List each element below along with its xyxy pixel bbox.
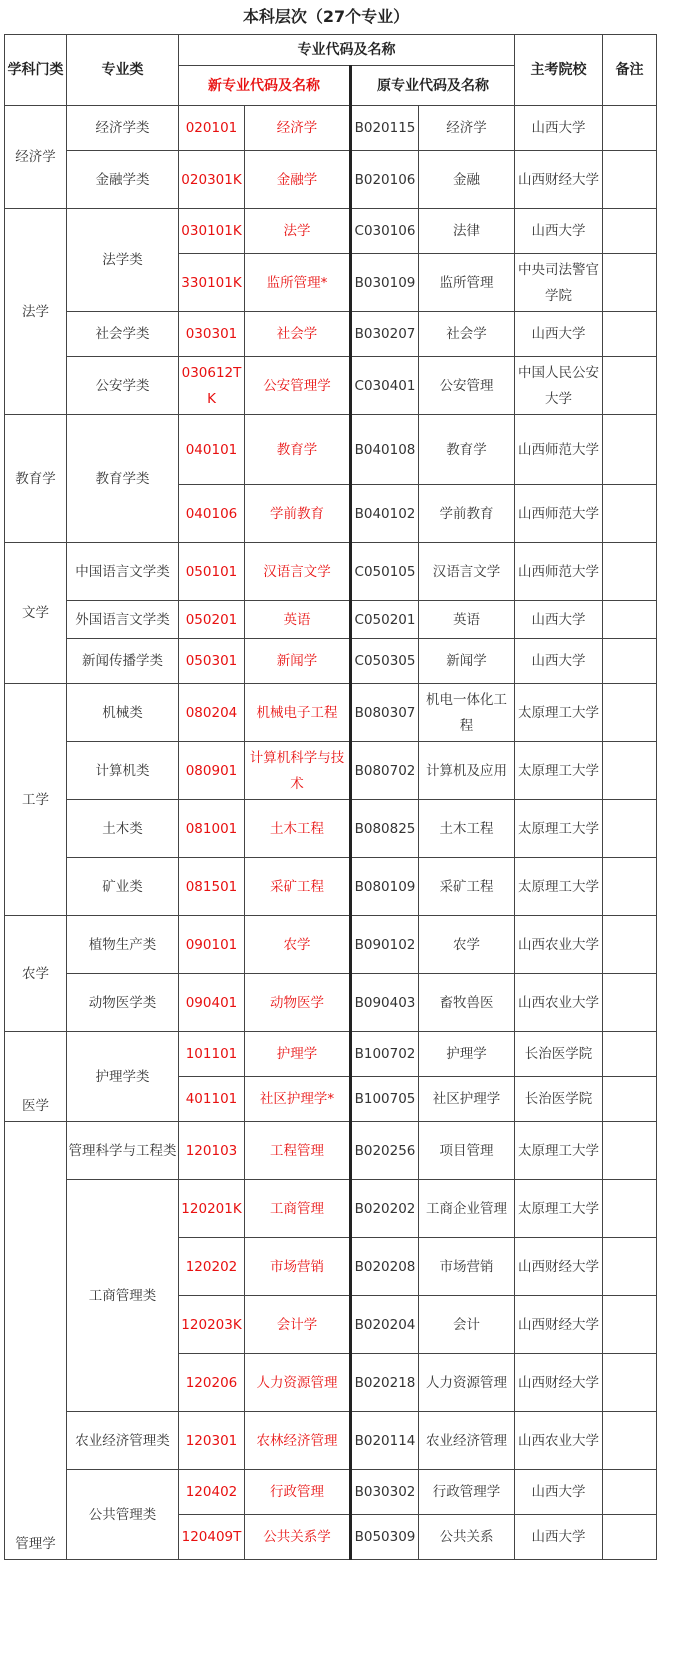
category-cell: 经济学 bbox=[5, 106, 67, 209]
new-name-cell: 监所管理* bbox=[245, 254, 351, 312]
old-code-cell: B080825 bbox=[351, 800, 419, 858]
new-name-cell: 工商管理 bbox=[245, 1180, 351, 1238]
class-cell: 护理学类 bbox=[67, 1032, 179, 1122]
note-cell bbox=[603, 1077, 657, 1122]
school-cell: 太原理工大学 bbox=[515, 800, 603, 858]
table-row bbox=[5, 916, 657, 974]
old-name-cell: 土木工程 bbox=[419, 800, 515, 858]
old-code-cell: B030302 bbox=[351, 1470, 419, 1515]
old-code-cell: B020256 bbox=[351, 1122, 419, 1180]
old-name-cell: 采矿工程 bbox=[419, 858, 515, 916]
header-school: 主考院校 bbox=[515, 35, 603, 106]
new-name-cell: 社会学 bbox=[245, 312, 351, 357]
note-cell bbox=[603, 601, 657, 639]
table-row bbox=[5, 858, 657, 916]
note-cell bbox=[603, 916, 657, 974]
new-name-cell: 学前教育 bbox=[245, 485, 351, 543]
note-cell bbox=[603, 415, 657, 485]
old-name-cell: 计算机及应用 bbox=[419, 742, 515, 800]
old-name-cell: 会计 bbox=[419, 1296, 515, 1354]
old-name-cell: 公安管理 bbox=[419, 357, 515, 415]
school-cell: 山西财经大学 bbox=[515, 151, 603, 209]
class-cell: 机械类 bbox=[67, 684, 179, 742]
new-name-cell: 经济学 bbox=[245, 106, 351, 151]
new-code-cell: 120103 bbox=[179, 1122, 245, 1180]
note-cell bbox=[603, 684, 657, 742]
note-cell bbox=[603, 106, 657, 151]
note-cell bbox=[603, 1354, 657, 1412]
new-code-cell: 040101 bbox=[179, 415, 245, 485]
school-cell: 山西大学 bbox=[515, 639, 603, 684]
old-code-cell: B040108 bbox=[351, 415, 419, 485]
note-cell bbox=[603, 151, 657, 209]
header-old: 原专业代码及名称 bbox=[351, 66, 515, 106]
category-cell: 工学 bbox=[5, 684, 67, 916]
new-name-cell: 计算机科学与技术 bbox=[245, 742, 351, 800]
old-code-cell: B090102 bbox=[351, 916, 419, 974]
header-class: 专业类 bbox=[67, 35, 179, 106]
old-name-cell: 农业经济管理 bbox=[419, 1412, 515, 1470]
school-cell: 山西师范大学 bbox=[515, 415, 603, 485]
new-name-cell: 工程管理 bbox=[245, 1122, 351, 1180]
old-code-cell: B080109 bbox=[351, 858, 419, 916]
new-code-cell: 120301 bbox=[179, 1412, 245, 1470]
category-cell: 教育学 bbox=[5, 415, 67, 543]
table-row bbox=[5, 415, 657, 485]
note-cell bbox=[603, 485, 657, 543]
old-code-cell: B020204 bbox=[351, 1296, 419, 1354]
old-name-cell: 公共关系 bbox=[419, 1515, 515, 1560]
table-row bbox=[5, 543, 657, 601]
table-row bbox=[5, 1180, 657, 1238]
class-cell: 经济学类 bbox=[67, 106, 179, 151]
old-code-cell: B100705 bbox=[351, 1077, 419, 1122]
note-cell bbox=[603, 312, 657, 357]
school-cell: 山西师范大学 bbox=[515, 485, 603, 543]
new-code-cell: 120402 bbox=[179, 1470, 245, 1515]
note-cell bbox=[603, 1032, 657, 1077]
note-cell bbox=[603, 1238, 657, 1296]
class-cell: 金融学类 bbox=[67, 151, 179, 209]
old-code-cell: B020208 bbox=[351, 1238, 419, 1296]
new-code-cell: 030612TK bbox=[179, 357, 245, 415]
old-name-cell: 汉语言文学 bbox=[419, 543, 515, 601]
old-name-cell: 金融 bbox=[419, 151, 515, 209]
old-code-cell: C030106 bbox=[351, 209, 419, 254]
school-cell: 山西农业大学 bbox=[515, 974, 603, 1032]
school-cell: 太原理工大学 bbox=[515, 742, 603, 800]
old-name-cell: 社会学 bbox=[419, 312, 515, 357]
new-name-cell: 新闻学 bbox=[245, 639, 351, 684]
new-name-cell: 会计学 bbox=[245, 1296, 351, 1354]
new-code-cell: 120201K bbox=[179, 1180, 245, 1238]
class-cell: 公安学类 bbox=[67, 357, 179, 415]
school-cell: 山西大学 bbox=[515, 1515, 603, 1560]
old-code-cell: B030109 bbox=[351, 254, 419, 312]
old-code-cell: B050309 bbox=[351, 1515, 419, 1560]
note-cell bbox=[603, 1180, 657, 1238]
old-name-cell: 新闻学 bbox=[419, 639, 515, 684]
majors-table bbox=[4, 34, 657, 1560]
school-cell: 长治医学院 bbox=[515, 1032, 603, 1077]
old-code-cell: B100702 bbox=[351, 1032, 419, 1077]
note-cell bbox=[603, 543, 657, 601]
class-cell: 计算机类 bbox=[67, 742, 179, 800]
new-code-cell: 120206 bbox=[179, 1354, 245, 1412]
table-row bbox=[5, 209, 657, 254]
school-cell: 太原理工大学 bbox=[515, 1180, 603, 1238]
new-code-cell: 120409T bbox=[179, 1515, 245, 1560]
new-code-cell: 080204 bbox=[179, 684, 245, 742]
note-cell bbox=[603, 800, 657, 858]
class-cell: 中国语言文学类 bbox=[67, 543, 179, 601]
class-cell: 动物医学类 bbox=[67, 974, 179, 1032]
old-name-cell: 法律 bbox=[419, 209, 515, 254]
new-code-cell: 081501 bbox=[179, 858, 245, 916]
old-name-cell: 英语 bbox=[419, 601, 515, 639]
old-name-cell: 监所管理 bbox=[419, 254, 515, 312]
class-cell: 矿业类 bbox=[67, 858, 179, 916]
school-cell: 山西大学 bbox=[515, 1470, 603, 1515]
old-name-cell: 行政管理学 bbox=[419, 1470, 515, 1515]
new-name-cell: 公安管理学 bbox=[245, 357, 351, 415]
note-cell bbox=[603, 1122, 657, 1180]
table-row bbox=[5, 1470, 657, 1515]
old-code-cell: C050201 bbox=[351, 601, 419, 639]
school-cell: 山西财经大学 bbox=[515, 1296, 603, 1354]
new-name-cell: 农林经济管理 bbox=[245, 1412, 351, 1470]
table-row bbox=[5, 357, 657, 415]
old-name-cell: 机电一体化工程 bbox=[419, 684, 515, 742]
school-cell: 中国人民公安大学 bbox=[515, 357, 603, 415]
new-name-cell: 汉语言文学 bbox=[245, 543, 351, 601]
new-name-cell: 英语 bbox=[245, 601, 351, 639]
class-cell: 土木类 bbox=[67, 800, 179, 858]
table-row bbox=[5, 601, 657, 639]
old-name-cell: 经济学 bbox=[419, 106, 515, 151]
class-cell: 农业经济管理类 bbox=[67, 1412, 179, 1470]
note-cell bbox=[603, 1296, 657, 1354]
old-code-cell: B020202 bbox=[351, 1180, 419, 1238]
old-code-cell: B020218 bbox=[351, 1354, 419, 1412]
class-cell: 教育学类 bbox=[67, 415, 179, 543]
school-cell: 山西大学 bbox=[515, 312, 603, 357]
old-name-cell: 教育学 bbox=[419, 415, 515, 485]
note-cell bbox=[603, 209, 657, 254]
new-code-cell: 050201 bbox=[179, 601, 245, 639]
new-name-cell: 金融学 bbox=[245, 151, 351, 209]
old-name-cell: 农学 bbox=[419, 916, 515, 974]
header-category: 学科门类 bbox=[5, 35, 67, 106]
school-cell: 山西财经大学 bbox=[515, 1238, 603, 1296]
old-code-cell: B080307 bbox=[351, 684, 419, 742]
school-cell: 山西大学 bbox=[515, 106, 603, 151]
table-row bbox=[5, 151, 657, 209]
table-row bbox=[5, 106, 657, 151]
old-name-cell: 工商企业管理 bbox=[419, 1180, 515, 1238]
old-code-cell: B020114 bbox=[351, 1412, 419, 1470]
new-code-cell: 090401 bbox=[179, 974, 245, 1032]
category-cell: 法学 bbox=[5, 209, 67, 415]
note-cell bbox=[603, 974, 657, 1032]
school-cell: 山西大学 bbox=[515, 601, 603, 639]
new-code-cell: 101101 bbox=[179, 1032, 245, 1077]
header-code-group: 专业代码及名称 bbox=[179, 35, 515, 66]
new-name-cell: 教育学 bbox=[245, 415, 351, 485]
new-code-cell: 120203K bbox=[179, 1296, 245, 1354]
school-cell: 山西农业大学 bbox=[515, 1412, 603, 1470]
table-row bbox=[5, 684, 657, 742]
category-cell: 农学 bbox=[5, 916, 67, 1032]
new-code-cell: 401101 bbox=[179, 1077, 245, 1122]
old-code-cell: C050305 bbox=[351, 639, 419, 684]
school-cell: 中央司法警官学院 bbox=[515, 254, 603, 312]
category-cell: 医学 bbox=[5, 1032, 67, 1122]
new-name-cell: 法学 bbox=[245, 209, 351, 254]
table-row bbox=[5, 639, 657, 684]
class-cell: 外国语言文学类 bbox=[67, 601, 179, 639]
new-code-cell: 330101K bbox=[179, 254, 245, 312]
class-cell: 新闻传播学类 bbox=[67, 639, 179, 684]
old-name-cell: 项目管理 bbox=[419, 1122, 515, 1180]
header-note: 备注 bbox=[603, 35, 657, 106]
table-body bbox=[5, 106, 657, 1560]
school-cell: 山西农业大学 bbox=[515, 916, 603, 974]
new-name-cell: 采矿工程 bbox=[245, 858, 351, 916]
category-cell: 管理学 bbox=[5, 1122, 67, 1560]
class-cell: 管理科学与工程类 bbox=[67, 1122, 179, 1180]
class-cell: 工商管理类 bbox=[67, 1180, 179, 1412]
note-cell bbox=[603, 1515, 657, 1560]
new-name-cell: 人力资源管理 bbox=[245, 1354, 351, 1412]
old-code-cell: B020106 bbox=[351, 151, 419, 209]
old-name-cell: 学前教育 bbox=[419, 485, 515, 543]
new-name-cell: 公共关系学 bbox=[245, 1515, 351, 1560]
note-cell bbox=[603, 254, 657, 312]
table-row bbox=[5, 974, 657, 1032]
category-cell: 文学 bbox=[5, 543, 67, 684]
old-code-cell: B030207 bbox=[351, 312, 419, 357]
new-code-cell: 030301 bbox=[179, 312, 245, 357]
old-code-cell: B020115 bbox=[351, 106, 419, 151]
school-cell: 太原理工大学 bbox=[515, 684, 603, 742]
old-name-cell: 畜牧兽医 bbox=[419, 974, 515, 1032]
note-cell bbox=[603, 742, 657, 800]
note-cell bbox=[603, 357, 657, 415]
old-code-cell: B040102 bbox=[351, 485, 419, 543]
school-cell: 太原理工大学 bbox=[515, 1122, 603, 1180]
new-name-cell: 市场营销 bbox=[245, 1238, 351, 1296]
old-name-cell: 护理学 bbox=[419, 1032, 515, 1077]
table-row bbox=[5, 1032, 657, 1077]
note-cell bbox=[603, 1470, 657, 1515]
new-name-cell: 行政管理 bbox=[245, 1470, 351, 1515]
class-cell: 公共管理类 bbox=[67, 1470, 179, 1560]
school-cell: 太原理工大学 bbox=[515, 858, 603, 916]
table-row bbox=[5, 800, 657, 858]
school-cell: 山西大学 bbox=[515, 209, 603, 254]
class-cell: 社会学类 bbox=[67, 312, 179, 357]
new-code-cell: 120202 bbox=[179, 1238, 245, 1296]
school-cell: 山西财经大学 bbox=[515, 1354, 603, 1412]
school-cell: 长治医学院 bbox=[515, 1077, 603, 1122]
class-cell: 法学类 bbox=[67, 209, 179, 312]
note-cell bbox=[603, 858, 657, 916]
old-code-cell: C050105 bbox=[351, 543, 419, 601]
class-cell: 植物生产类 bbox=[67, 916, 179, 974]
new-code-cell: 020101 bbox=[179, 106, 245, 151]
old-code-cell: C030401 bbox=[351, 357, 419, 415]
new-name-cell: 机械电子工程 bbox=[245, 684, 351, 742]
old-code-cell: B090403 bbox=[351, 974, 419, 1032]
new-code-cell: 050101 bbox=[179, 543, 245, 601]
note-cell bbox=[603, 1412, 657, 1470]
table-row bbox=[5, 1412, 657, 1470]
new-name-cell: 土木工程 bbox=[245, 800, 351, 858]
new-name-cell: 社区护理学* bbox=[245, 1077, 351, 1122]
new-code-cell: 040106 bbox=[179, 485, 245, 543]
new-code-cell: 090101 bbox=[179, 916, 245, 974]
note-cell bbox=[603, 639, 657, 684]
page-title: 本科层次（27个专业） bbox=[242, 7, 410, 26]
new-name-cell: 农学 bbox=[245, 916, 351, 974]
school-cell: 山西师范大学 bbox=[515, 543, 603, 601]
new-code-cell: 081001 bbox=[179, 800, 245, 858]
old-code-cell: B080702 bbox=[351, 742, 419, 800]
header-new: 新专业代码及名称 bbox=[179, 66, 351, 106]
table-row bbox=[5, 312, 657, 357]
old-name-cell: 社区护理学 bbox=[419, 1077, 515, 1122]
table-row bbox=[5, 1122, 657, 1180]
new-code-cell: 020301K bbox=[179, 151, 245, 209]
new-code-cell: 050301 bbox=[179, 639, 245, 684]
new-name-cell: 护理学 bbox=[245, 1032, 351, 1077]
old-name-cell: 人力资源管理 bbox=[419, 1354, 515, 1412]
table-row bbox=[5, 742, 657, 800]
old-name-cell: 市场营销 bbox=[419, 1238, 515, 1296]
new-code-cell: 080901 bbox=[179, 742, 245, 800]
new-code-cell: 030101K bbox=[179, 209, 245, 254]
new-name-cell: 动物医学 bbox=[245, 974, 351, 1032]
